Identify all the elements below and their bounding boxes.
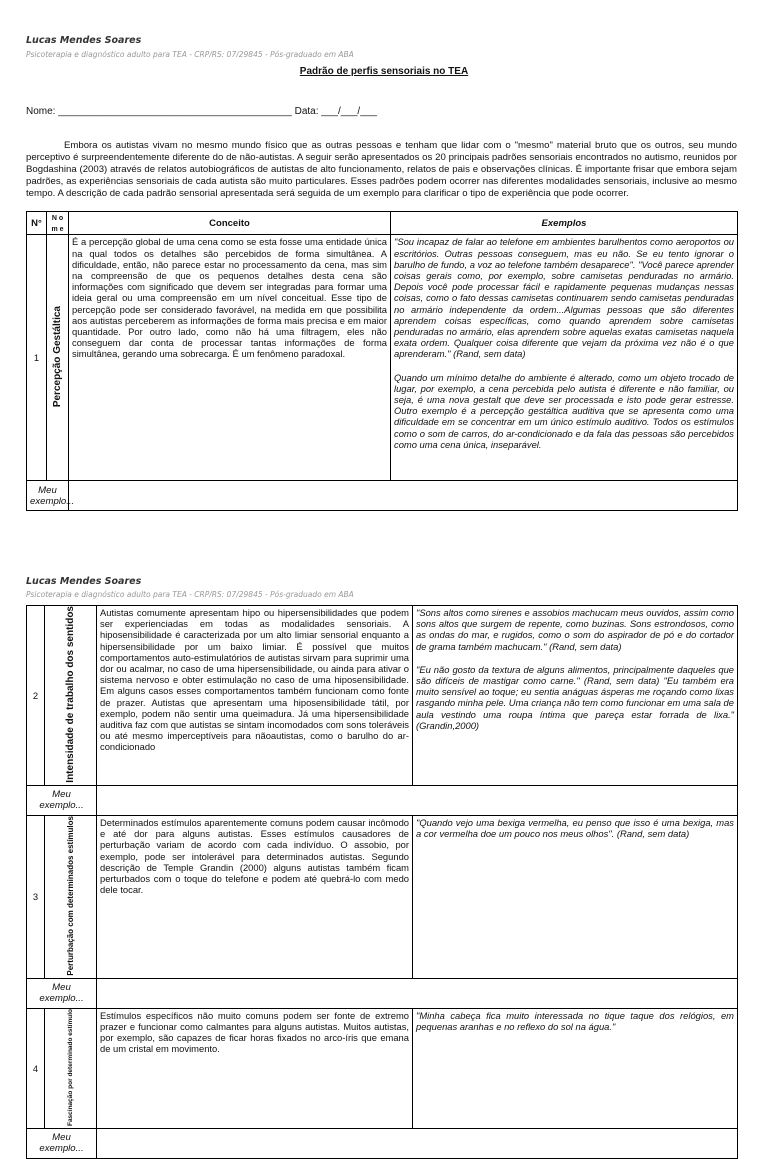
row-name: Percepção Gestáltica bbox=[51, 306, 63, 408]
row-examples bbox=[413, 1008, 738, 1128]
meu-exemplo-row bbox=[27, 978, 738, 1008]
meu-exemplo-label: Meu exemplo... bbox=[27, 978, 97, 1008]
meu-exemplo-row bbox=[27, 785, 738, 815]
row-number: 1 bbox=[27, 235, 47, 481]
meu-exemplo-label: Meu exemplo... bbox=[27, 481, 69, 511]
meu-exemplo-field[interactable] bbox=[69, 481, 738, 511]
row-name-cell bbox=[45, 606, 97, 786]
row-name-cell bbox=[45, 815, 97, 978]
row-examples bbox=[391, 235, 738, 481]
table-row bbox=[27, 606, 738, 786]
row-name: Fascinação por determinado estímulo bbox=[67, 1008, 74, 1126]
example-paragraph: Quando um mínimo detalhe do ambiente é alterado, como um objeto trocado de lugar, por exemplo, a cena percebida pelo autista é diferente e não familiar, ou seja, é uma nova gestalt que deve ser processada e isto pode gerar estresse. Outro exemplo é a percepção gestáltica auditiva que se apresenta como uma dificuldade em se concentrar em um único estímulo auditivo. Todos os estímulos como o som de carros, do ar-condicionado e da fala das pessoas são percebidos como uma cena única, inseparável. bbox=[394, 371, 734, 450]
row-number: 3 bbox=[27, 815, 45, 978]
example-paragraph: "Minha cabeça fica muito interessada no tique taque dos relógios, em pequenas aranhas e no reflexo do sol na água." bbox=[416, 1009, 734, 1032]
meu-exemplo-field[interactable] bbox=[97, 978, 738, 1008]
author-name: Lucas Mendes Soares bbox=[26, 576, 142, 587]
sensory-table-page-1 bbox=[26, 211, 738, 511]
author-credentials: Psicoterapia e diagnóstico adulto para TEA - CRP/RS: 07/29845 - Pós-graduado em ABA bbox=[26, 50, 354, 59]
row-name: Intensidade de trabalho dos sentidos bbox=[64, 606, 76, 783]
row-concept: Estímulos específicos não muito comuns podem ser fonte de extremo prazer e funcionar como calmantes para alguns autistas. Muitos autistas, por exemplo, são capazes de ficar horas fixados no arco-íris que emana de um cristal em movimento. bbox=[97, 1008, 413, 1128]
row-number: 4 bbox=[27, 1008, 45, 1128]
table-row bbox=[27, 235, 738, 481]
row-name: Perturbação com determinados estímulos bbox=[66, 815, 75, 976]
row-name-cell bbox=[47, 235, 69, 481]
row-examples bbox=[413, 606, 738, 786]
header-num: N° bbox=[27, 212, 47, 235]
meu-exemplo-label: Meu exemplo... bbox=[27, 785, 97, 815]
name-date-line[interactable]: Nome: __________________________________________ Data: ___/___/___ bbox=[26, 106, 377, 117]
page-title: Padrão de perfis sensoriais no TEA bbox=[299, 66, 469, 77]
author-name: Lucas Mendes Soares bbox=[26, 35, 142, 46]
example-paragraph: "Eu não gosto da textura de alguns alimentos, principalmente daqueles que são difíceis de mastigar como carne." (Rand, sem data) "Eu também era muito sensível ao toque; eu sentia anáguas ásperas me roçando como lixas rasgando minha pele. Uma criança não tem como funcionar em uma sala de aula vestindo uma roupa íntima que pareça estar forrada de lixa." (Grandin,2000) bbox=[416, 663, 734, 731]
row-concept: É a percepção global de uma cena como se esta fosse uma entidade única na qual todos os detalhes são percebidos de forma simultânea. A dificuldade, então, não parece estar no processamento da cena, mas sim na compreensão de que os pequenos detalhes desta cena são informações com significado que devem ser integradas para formar uma ideia geral ou uma compreensão em um nível conceitual. Esse tipo de percepção pode ser considerado favorável, na medida em que possibilita aos autistas perceberem as informações de forma mais precisa e em maior quantidade. Por outro lado, como não há uma filtragem, eles não conseguem dar conta de processar tantas informações de forma simultânea, gerando uma sobrecarga. É um fenômeno paradoxal. bbox=[69, 235, 391, 481]
header-conceito: Conceito bbox=[69, 212, 391, 235]
example-paragraph: "Sons altos como sirenes e assobios machucam meus ouvidos, assim como sons altos que surgem de repente, como buzinas. Sons estrondosos, como as ondas do mar, e rugidos, como o som do aspirador de pó e do cortador de grama também machucam." (Rand, sem data) bbox=[416, 607, 734, 652]
meu-exemplo-field[interactable] bbox=[97, 1128, 738, 1158]
header-nome-label: N o m e bbox=[51, 215, 64, 234]
table-row bbox=[27, 1008, 738, 1128]
header-exemplos: Exemplos bbox=[391, 212, 738, 235]
row-concept: Determinados estímulos aparentemente comuns podem causar incômodo e até dor para alguns autistas. Esses estímulos causadores de perturbação variam de acordo com cada indivíduo. O assobio, por exemplo, pode ser intolerável para determinados autistas. Segundo descrição de Temple Grandin (2000) alguns autistas também ficam perturbados com o toque do telefone e podem até quebrá-lo com medo dele tocar. bbox=[97, 815, 413, 978]
meu-exemplo-label: Meu exemplo... bbox=[27, 1128, 97, 1158]
sensory-table-page-2 bbox=[26, 605, 738, 1159]
example-paragraph: "Sou incapaz de falar ao telefone em ambientes barulhentos como aeroportos ou escritórios. Outras pessoas conseguem, mas eu não. Se eu tento ignorar o barulho de fundo, a voz ao telefone também desaparece". "Você parece aprender coisas gerais como, por exemplo, sobre camisetas penduradas no armário. Depois você pode processar fácil e rapidamente pequenas mudanças nessas coisas, como o fato dessas camisetas continuarem sendo camisetas penduradas no armário independente da ordem...Algumas pessoas que são diferentes aprendem coisas específicas, como quando aprendem sobre camisetas penduradas no armário, elas aprendem sobre aquelas exatas camisetas naquela exata ordem. Qualquer coisa diferente que vejam da próxima vez não é o que aprenderam." (Rand, sem data) bbox=[394, 236, 734, 360]
table-header-row bbox=[27, 212, 738, 235]
header-nome bbox=[47, 212, 69, 235]
intro-paragraph: Embora os autistas vivam no mesmo mundo físico que as outras pessoas e tenham que lidar com o "mesmo" material bruto que os outros, seu mundo perceptivo é surpreendentemente diferente do de não-autistas. A seguir serão apresentados os 20 principais padrões sensoriais encontrados no autismo, reunidos por Bogdashina (2003) através de relatos autobiográficos de autistas de alto funcionamento, relatos de pais e observações clínicas. É importante frisar que embora sejam padrões, as experiências sensoriais de cada autista são muito particulares. Esses padrões podem ocorrer nas diferentes modalidades sensoriais, inclusive ao mesmo tempo. A descrição de cada padrão sensorial apresentada será seguida de um exemplo para clarificar o tipo de experiência que pode ocorrer. bbox=[26, 140, 737, 199]
example-paragraph: "Quando vejo uma bexiga vermelha, eu penso que isso é uma bexiga, mas a cor vermelha doe um pouco nos meus olhos". (Rand, sem data) bbox=[416, 816, 734, 840]
row-number: 2 bbox=[27, 606, 45, 786]
meu-exemplo-row bbox=[27, 1128, 738, 1158]
meu-exemplo-field[interactable] bbox=[97, 785, 738, 815]
meu-exemplo-row bbox=[27, 481, 738, 511]
row-examples bbox=[413, 815, 738, 978]
author-credentials: Psicoterapia e diagnóstico adulto para TEA - CRP/RS: 07/29845 - Pós-graduado em ABA bbox=[26, 590, 354, 599]
row-name-cell bbox=[45, 1008, 97, 1128]
row-concept: Autistas comumente apresentam hipo ou hipersensibilidades que podem ser experienciadas em todas as modalidades sensoriais. A hiposensibilidade é caracterizada por um alto limiar sensorial enquanto a hipersensibilidade por um baixo limiar. É possível que muitos comportamentos auto-estimulatórios de autistas sirvam para suprimir uma dor ou acalmar, no caso de uma hipersensibilidade, ou ainda para ativar o sistema nervoso e obter estimulação no caso de uma hiposensibilidade. Em alguns casos esses comportamentos também funcionam como fonte de prazer. Autistas que apresentam uma hiposensibilidade tátil, por exemplo, podem não sentir uma queimadura. Já uma hipersensibilidade auditiva faz com que autistas se sintam incomodados com sons toleráveis ou até mesmo imperceptíveis para nãoautistas, como o barulho do ar-condicionado bbox=[97, 606, 413, 786]
table-row bbox=[27, 815, 738, 978]
